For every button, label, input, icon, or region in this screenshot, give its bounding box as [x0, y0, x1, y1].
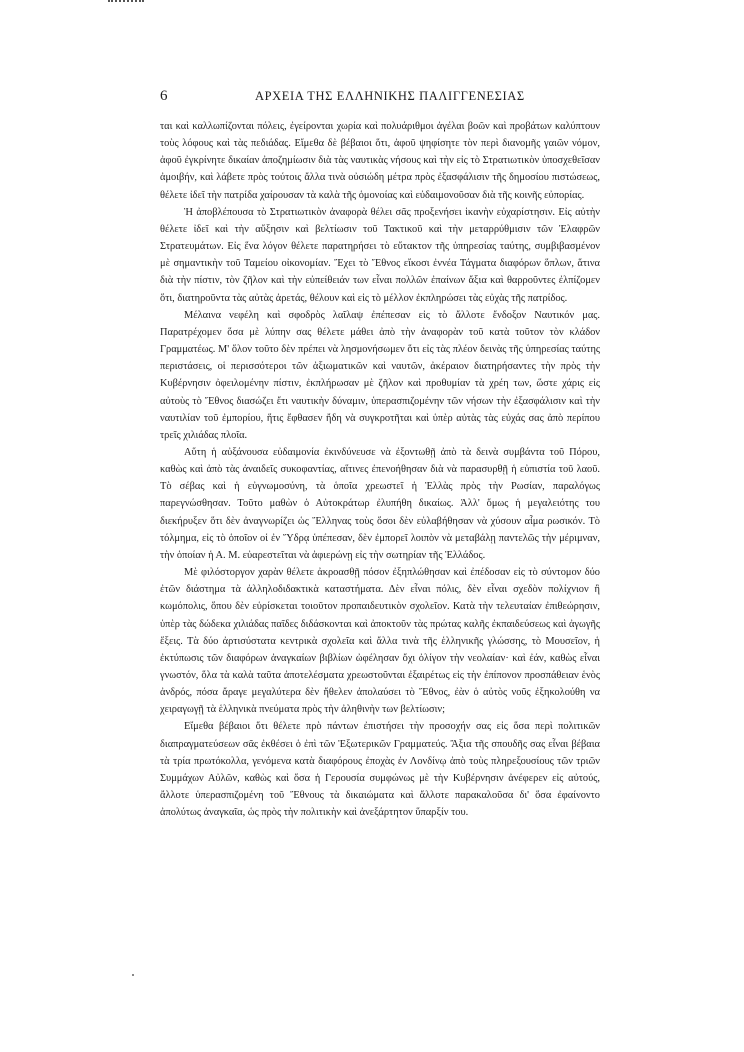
scan-speck [132, 974, 134, 976]
paragraph-foreign-affairs: Εἴμεθα βέβαιοι ὅτι θέλετε πρὸ πάντων ἐπιστήσει τὴν προσοχήν σας εἰς ὅσα περὶ πολιτικῶν διαπραγματεύσεων σᾶς ἐκθέσει ὁ ἐπὶ τῶν Ἐξωτερικῶν Γραμματεύς. Ἄξια τῆς σπουδῆς σας εἶναι βέβαια τὰ τρία πρωτόκολλα, γενόμενα κατὰ διαφόρους ἐποχὰς ἐν Λονδίνῳ ἀπὸ τοὺς πληρεξουσίους τῶν τριῶν Συμμάχων Αὐλῶν, καθὼς καὶ ὅσα ἡ Γερουσία συμφώνως μὲ τὴν Κυβέρνησιν ἀνέφερεν εἰς αὐτούς, ἄλλοτε ὑπερασπιζομένη τοῦ Ἔθνους τὰ δικαιώματα καὶ ἄλλοτε παρακαλοῦσα δι' ὅσα ἐφαίνοντο ἀπολύτως ἀναγκαῖα, ὡς πρὸς τὴν πολιτικὴν καὶ ἀνεξάρτητον ὕπαρξίν του. [160, 721, 600, 819]
paragraph-navy: Μέλαινα νεφέλη καὶ σφοδρὸς λαῖλαψ ἐπέπεσαν εἰς τὸ ἄλλοτε ἔνδοξον Ναυτικόν μας. Παρατρέχομεν ὅσα μὲ λύπην σας θέλετε μάθει ἀπὸ τὴν ἀναφορὰν τοῦ κατὰ τοῦτον τὸν κλάδον Γραμματέως. Μ' ὅλον τοῦτο δὲν πρέπει νὰ λησμονήσωμεν ὅτι εἰς τὰς πλέον δεινὰς τῆς ὑπηρεσίας ταύτης περιστάσεις, οἱ περισσότεροι τῶν ἀξιωματικῶν καὶ ναυτῶν, ἀκέραιον διατηρήσαντες τὴν πρὸς τὴν Κυβέρνησιν ὀφειλομένην πίστιν, ἐκπλήρωσαν μὲ ζῆλον καὶ προθυμίαν τὰ χρέη των, ὥστε χάρις εἰς αὐτοὺς τὸ Ἔθνος διασώζει ἔτι ναυτικὴν δύναμιν, ὑπερασπιζομένην τῶν νήσων τὴν ἐξασφάλισιν καὶ τὴν ναυτιλίαν τοῦ ἐμπορίου, ἥτις ἔφθασεν ἤδη νὰ συγκροτῆται καὶ ὑπὲρ αὐτὰς τὰς εὐχάς σας ἀπὸ περίπου τρεῖς χιλιάδας πλοῖα. [160, 309, 600, 441]
paragraph-education: Μὲ φιλόστοργον χαρὰν θέλετε ἀκροασθῇ πόσον ἐξηπλώθησαν καὶ ἐπέδοσαν εἰς τὸ σύντομον δύο ἐτῶν διάστημα τὰ ἀλληλοδιδακτικὰ καταστήματα. Δὲν εἶναι πόλις, δὲν εἶναι σχεδὸν πολίχνιον ἢ κωμόπολις, ὅπου δὲν εὑρίσκεται τοιοῦτον προπαιδευτικὸν σχολεῖον. Κατὰ τὴν τελευταίαν ἐπιθεώρησιν, ὑπὲρ τὰς δώδεκα χιλιάδας παῖδες διδάσκονται καὶ ἀποκτοῦν τὰς πρώτας καλῆς ἐκπαιδεύσεως καὶ ἀγωγῆς ἕξεις. Τὰ δύο ἀρτισύστατα κεντρικὰ σχολεῖα καὶ ἄλλα τινὰ τῆς ἑλληνικῆς γλώσσης, τὸ Μουσεῖον, ἡ ἐκτύπωσις τῶν διαφόρων ἀναγκαίων βιβλίων ὠφέλησαν ὄχι ὀλίγον τὴν νεολαίαν· καὶ ἐάν, καθὼς εἶναι γνωστόν, ὅλα τὰ καλὰ ταῦτα ἀποτελέσματα χρεωστοῦνται ἐξαιρέτως εἰς τὴν ἐπίπονον προσπάθειαν ἑνὸς ἀνδρός, πόσα ἄραγε μεγαλύτερα δὲν ἤθελεν ἀπολαύσει τὸ Ἔθνος, ἐὰν ὁ αὐτὸς νοῦς ἐξηκολούθη να χειραγωγῇ τὰ ἑλληνικὰ πνεύματα πρὸς τὴν ἀληθινὴν των βελτίωσιν; [160, 567, 600, 716]
scan-edge-mark [108, 0, 144, 5]
body-text [160, 118, 600, 821]
paragraph-continuation: ται καὶ καλλωπίζονται πόλεις, ἐγείρονται χωρία καὶ πολυάριθμοι ἀγέλαι βοῶν καὶ προβάτων καλύπτουν τοὺς λόφους καὶ τὰς πεδιάδας. Εἴμεθα δὲ βέβαιοι ὅτι, ἀφοῦ ψηφίσητε τὸν περὶ διανομῆς γαιῶν νόμον, ἀφοῦ ἐγκρίνητε δικαίαν ἀποζημίωσιν διὰ τὰς ναυτικὰς νήσους καὶ τὴν εἰς τὸ Στρατιωτικὸν ὑποσχεθεῖσαν ἀμοιβήν, καὶ λάβετε πρὸς τούτοις ἄλλα τινὰ οὐσιώδη μέτρα πρὸς ἐξασφάλισιν τῆς δημοσίου πιστώσεως, θέλετε ἰδεῖ τὴν πατρίδα χαίρουσαν τὰ καλὰ τῆς ὁμονοίας καὶ εὐδαιμονοῦσαν διὰ τῆς κοινῆς εὐπορίας. [160, 121, 600, 201]
running-title: ΑΡΧΕΙΑ ΤΗΣ ΕΛΛΗΝΙΚΗΣ ΠΑΛΙΓΓΕΝΕΣΙΑΣ [255, 89, 525, 103]
paragraph-poros: Αὕτη ἡ αὐξάνουσα εὐδαιμονία ἐκινδύνευσε νὰ ἐξοντωθῇ ἀπὸ τὰ δεινὰ συμβάντα τοῦ Πόρου, καθὼς καὶ ἀπὸ τὰς ἀναιδεῖς συκοφαντίας, αἵτινες ἐπενοήθησαν διὰ νὰ παρασυρθῇ ἡ εὐπιστία τοῦ λαοῦ. Τὸ σέβας καὶ ἡ εὐγνωμοσύνη, τὰ ὁποῖα χρεωστεῖ ἡ Ἑλλὰς πρὸς τὴν Ρωσίαν, παραλόγως παρεγνώσθησαν. Τοῦτο μαθὼν ὁ Αὐτοκράτωρ ἐλυπήθη δικαίως. Ἀλλ' ὅμως ἡ μεγαλειότης του διεκήρυξεν ὅτι δὲν ἀναγνωρίζει ὡς Ἕλληνας τοὺς ὅσοι δὲν εὐλαβήθησαν νὰ χύσουν αἷμα ρωσικόν. Τὸ τόλμημα, εἰς τὸ ὁποῖον οἱ ἐν Ὕδρᾳ ὑπέπεσαν, δὲν ἐμπορεῖ λοιπὸν νὰ μεταβάλῃ παντελῶς τὴν μέριμναν, τὴν ὁποίαν ἡ Α. Μ. εὐαρεστεῖται νὰ ἀφιερώνῃ εἰς τὴν σωτηρίαν τῆς Ἑλλάδος. [160, 446, 600, 561]
page-number: 6 [160, 88, 168, 104]
paragraph-military: Ἡ ἀποβλέπουσα τὸ Στρατιωτικὸν ἀναφορὰ θέλει σᾶς προξενήσει ἱκανὴν εὐχαρίστησιν. Εἰς αὐτὴν θέλετε ἰδεῖ καὶ τὴν αὔξησιν καὶ βελτίωσιν τοῦ Τακτικοῦ καὶ τὴν μεταρρύθμισιν τῶν Ἐλαφρῶν Στρατευμάτων. Εἰς ἕνα λόγον θέλετε παρατηρήσει τὸ εὔτακτον τῆς ὑπηρεσίας ταύτης, συμβιβασμένον μὲ σημαντικὴν τοῦ Ταμείου οἰκονομίαν. Ἔχει τὸ Ἔθνος εἴκοσι ἐννέα Τάγματα διαφόρων ὅπλων, ἅτινα διὰ τὴν πίστιν, τὸν ζῆλον καὶ τὴν εὐπείθειάν των εἶναι πολλῶν ἐπαίνων ἄξια καὶ θαρροῦντες ἐλπίζομεν ὅτι, διατηροῦντα τὰς αὐτὰς ἀρετάς, θέλουν καὶ εἰς τὸ μέλλον ἐκπληρώσει τὰς εὐχὰς τῆς πατρίδος. [160, 206, 600, 304]
